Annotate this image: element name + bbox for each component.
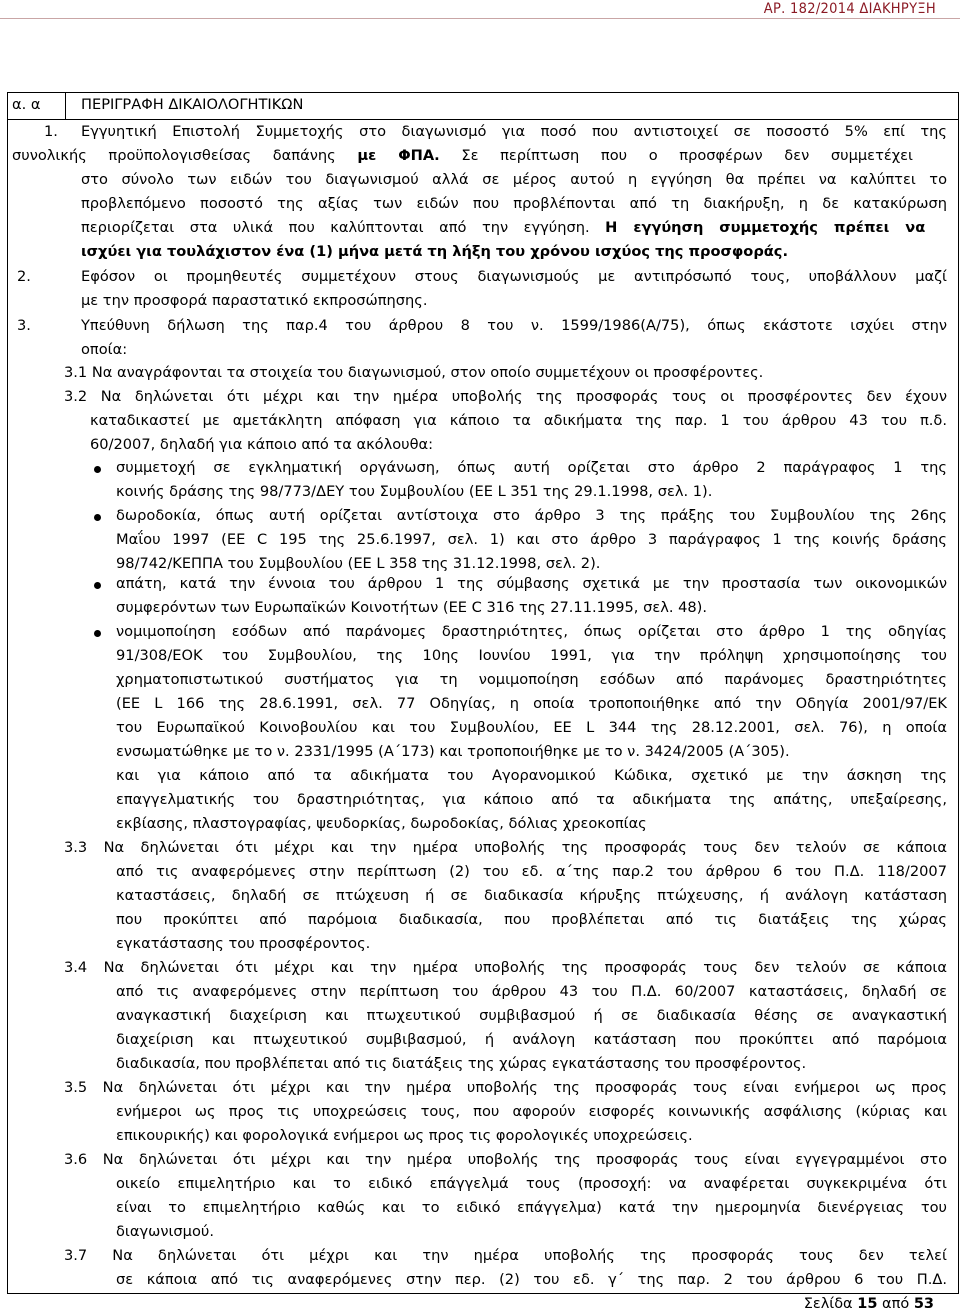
- subitem-3-4: 3.4 Να δηλώνεται ότι μέχρι και την ημέρα υποβολής της προσφοράς τους δεν τελούν σε κάποια: [64, 959, 947, 976]
- bullet-item-text: κοινής δράσης της 98/773/ΔΕΥ του Συμβουλίου (ΕΕ L 351 της 29.1.1998, σελ. 1).: [116, 483, 713, 500]
- subitem-3-4: αναγκαστική διαχείριση και πτωχευτικού συμβιβασμού ή σε διαδικασία θέσης σε αναγκαστική: [116, 1007, 947, 1024]
- bullet-item-text: και για κάποιο από τα αδικήματα του Αγορανομικού Κώδικα, σχετικό με την άσκηση της: [116, 767, 947, 784]
- header-row-divider: [8, 119, 958, 120]
- subitem-3-6: είναι το επιμελητήριο καθώς και το ειδικό επάγγελμα) κατά την ημερομηνία διενέργειας του: [116, 1199, 947, 1216]
- bullet-icon: [94, 466, 101, 473]
- subitem-3-3: καταστάσεις, δηλαδή σε πτώχευση ή σε διαδικασία κήρυξης πτώχευσης, ή ανάλογη κατάσταση: [116, 887, 947, 904]
- item-3-text: οποία:: [81, 341, 128, 358]
- header-rule: [0, 18, 960, 19]
- bullet-item-text: νομιμοποίηση εσόδων από παράνομες δραστηριότητες, όπως ορίζεται στο άρθρο 1 της οδηγίας: [116, 623, 947, 640]
- subitem-3-6: διαγωνισμού.: [116, 1223, 214, 1240]
- item-1-text: συνολικής προϋπολογισθείσας δαπάνης με ΦΠΑ. Σε περίπτωση που ο προσφέρων δεν συμμετέχει: [12, 147, 913, 164]
- column-header-description: ΠΕΡΙΓΡΑΦΗ ΔΙΚΑΙΟΛΟΓΗΤΙΚΩΝ: [81, 96, 304, 113]
- item-1-text: περιορίζεται στα υλικά που καλύπτονται από την εγγύηση. Η εγγύηση συμμετοχής πρέπει να: [81, 219, 926, 236]
- subitem-3-6: οικείο επιμελητήριο και το ειδικό επάγγελμά τους (προσοχή: να αναφέρεται συγκεκριμένα ότι: [116, 1175, 947, 1192]
- bullet-item-text: 98/742/ΚΕΠΠΑ του Συμβουλίου (ΕΕ L 358 της 31.12.1998, σελ. 2).: [116, 555, 601, 572]
- bullet-item-text: ενσωματώθηκε με το ν. 2331/1995 (Α΄173) και τροποποιήθηκε με το ν. 3424/2005 (Α΄305).: [116, 743, 790, 760]
- item-number-2: 2.: [17, 268, 31, 285]
- bullet-item-text: εκβίασης, πλαστογραφίας, ψευδορκίας, δωροδοκίας, δόλιας χρεοκοπίας: [116, 815, 647, 832]
- bullet-item-text: συμφερόντων των Ευρωπαϊκών Κοινοτήτων (ΕΕ C 316 της 27.11.1995, σελ. 48).: [116, 599, 708, 616]
- bullet-item-text: (ΕΕ L 166 της 28.6.1991, σελ. 77 Οδηγίας, η οποία τροποποιήθηκε από την Οδηγία 2001/97/ΕΚ: [116, 695, 947, 712]
- subitem-3-2: 3.2 Να δηλώνεται ότι μέχρι και την ημέρα υποβολής της προσφοράς τους οι προσφέροντες δεν έχουν: [64, 388, 947, 405]
- bullet-item-text: απάτη, κατά την έννοια του άρθρου 1 της σύμβασης σχετικά με την προστασία των οικονομικών: [116, 575, 947, 592]
- subitem-3-4: διαχείριση και πτωχευτικού συμβιβασμού, ή ανάλογη κατάσταση που προκύπτει από παρόμοια: [116, 1031, 947, 1048]
- subitem-3-3: 3.3 Να δηλώνεται ότι μέχρι και την ημέρα υποβολής της προσφοράς τους δεν τελούν σε κάποια: [64, 839, 947, 856]
- bold-emphasis: με ΦΠΑ.: [357, 147, 440, 164]
- document-header: ΑΡ. 182/2014 ΔΙΑΚΗΡΥΞΗ: [763, 1, 936, 17]
- item-number-3: 3.: [17, 317, 31, 334]
- bullet-item-text: συμμετοχή σε εγκληματική οργάνωση, όπως αυτή ορίζεται στο άρθρο 2 παράγραφος 1 της: [116, 459, 947, 476]
- bullet-item-text: Μαΐου 1997 (ΕΕ C 195 της 25.6.1997, σελ. 1) και στο άρθρο 3 παράγραφος 1 της κοινής δράσης: [116, 531, 947, 548]
- bullet-icon: [94, 514, 101, 521]
- bullet-icon: [94, 582, 101, 589]
- item-2-text: Εφόσον οι προμηθευτές συμμετέχουν στους διαγωνισμούς με αντιπρόσωπό τους, υποβάλλουν μαζί: [81, 268, 947, 285]
- bold-emphasis: Η εγγύηση συμμετοχής πρέπει να: [605, 219, 926, 236]
- subitem-3-4: από τις αναφερόμενες στην περίπτωση του άρθρου 43 του Π.Δ. 60/2007 καταστάσεις, δηλαδή σε: [116, 983, 947, 1000]
- subitem-3-3: από τις αναφερόμενες στην περίπτωση (2) του εδ. α΄της παρ.2 του άρθρου 6 του Π.Δ. 118/2007: [116, 863, 947, 880]
- subitem-3-3: εγκατάστασης του προσφέροντος.: [116, 935, 371, 952]
- subitem-3-6: 3.6 Να δηλώνεται ότι μέχρι και την ημέρα υποβολής της προσφοράς τους είναι εγγεγραμμένοι στο: [64, 1151, 947, 1168]
- bullet-item-text: επαγγελματικής του δραστηριότητας, για κάποιο από τα αδικήματα της απάτης, υπεξαίρεσης,: [116, 791, 947, 808]
- subitem-3-4: διαδικασία, που προβλέπεται από τις διατάξεις της χώρας εγκατάστασης του προσφέροντος.: [116, 1055, 807, 1072]
- subitem-3-1: 3.1 Να αναγράφονται τα στοιχεία του διαγωνισμού, στον οποίο συμμετέχουν οι προσφέροντες.: [64, 364, 764, 381]
- item-2-text: με την προσφορά παραστατικό εκπροσώπησης.: [81, 292, 428, 309]
- item-3-text: Υπεύθυνη δήλωση της παρ.4 του άρθρου 8 του ν. 1599/1986(Α/75), όπως εκάστοτε ισχύει στην: [81, 317, 947, 334]
- subitem-3-2: καταδικαστεί με αμετάκλητη απόφαση για κάποιο τα αδικήματα της παρ. 1 του άρθρου 43 του π.δ.: [90, 412, 947, 429]
- page-number: Σελίδα 15 από 53: [803, 1296, 934, 1312]
- subitem-3-5: ενήμεροι ως προς τις υποχρεώσεις τους, που αφορούν εισφορές κοινωνικής ασφάλισης (κύριας και: [116, 1103, 947, 1120]
- subitem-3-5: 3.5 Να δηλώνεται ότι μέχρι και την ημέρα υποβολής της προσφοράς τους είναι ενήμεροι ως προς: [64, 1079, 947, 1096]
- subitem-3-5: επικουρικής) και φορολογικά ενήμεροι ως προς τις φορολογικές υποχρεώσεις.: [116, 1127, 693, 1144]
- subitem-3-3: που προκύπτει από παρόμοια διαδικασία, που προβλέπεται από τις διατάξεις της χώρας: [116, 911, 947, 928]
- bullet-item-text: 91/308/ΕΟΚ του Συμβουλίου, της 10ης Ιουνίου 1991, για την πρόληψη χρησιμοποίησης του: [116, 647, 947, 664]
- column-divider: [65, 93, 66, 119]
- bullet-icon: [94, 630, 101, 637]
- subitem-3-2: 60/2007, δηλαδή για κάποιο από τα ακόλουθα:: [90, 436, 434, 453]
- item-1-text: προβλεπόμενο ποσοστό της αξίας των ειδών που προβλέπονται από τη διακήρυξη, η δε κατακύρωση: [81, 195, 947, 212]
- item-1-text-bold: ισχύει για τουλάχιστον ένα (1) μήνα μετά τη λήξη του χρόνου ισχύος της προσφοράς.: [81, 243, 788, 260]
- item-1-text: Εγγυητική Επιστολή Συμμετοχής στο διαγωνισμό για ποσό που αντιστοιχεί σε ποσοστό 5% επί της: [81, 123, 947, 140]
- bullet-item-text: του Ευρωπαϊκού Κοινοβουλίου και του Συμβουλίου, ΕΕ L 344 της 28.12.2001, σελ. 76), η οποία: [116, 719, 947, 736]
- item-number-1: 1.: [44, 123, 58, 140]
- bullet-item-text: χρηματοπιστωτικού συστήματος για τη νομιμοποίηση εσόδων από παράνομες δραστηριότητες: [116, 671, 947, 688]
- bullet-item-text: δωροδοκία, όπως αυτή ορίζεται αντίστοιχα στο άρθρο 3 της πράξης του Συμβουλίου της 26ης: [116, 507, 947, 524]
- subitem-3-7: σε κάποια από τις αναφερόμενες στην περ. (2) του εδ. γ΄ της παρ. 2 του άρθρου 6 του Π.Δ.: [116, 1271, 947, 1288]
- subitem-3-7: 3.7 Να δηλώνεται ότι μέχρι και την ημέρα υποβολής της προσφοράς τους δεν τελεί: [64, 1247, 947, 1264]
- column-header-number: α. α: [12, 96, 41, 113]
- item-1-text: στο σύνολο των ειδών του διαγωνισμού αλλά σε μέρος αυτού η εγγύηση θα πρέπει να καλύπτει το: [81, 171, 947, 188]
